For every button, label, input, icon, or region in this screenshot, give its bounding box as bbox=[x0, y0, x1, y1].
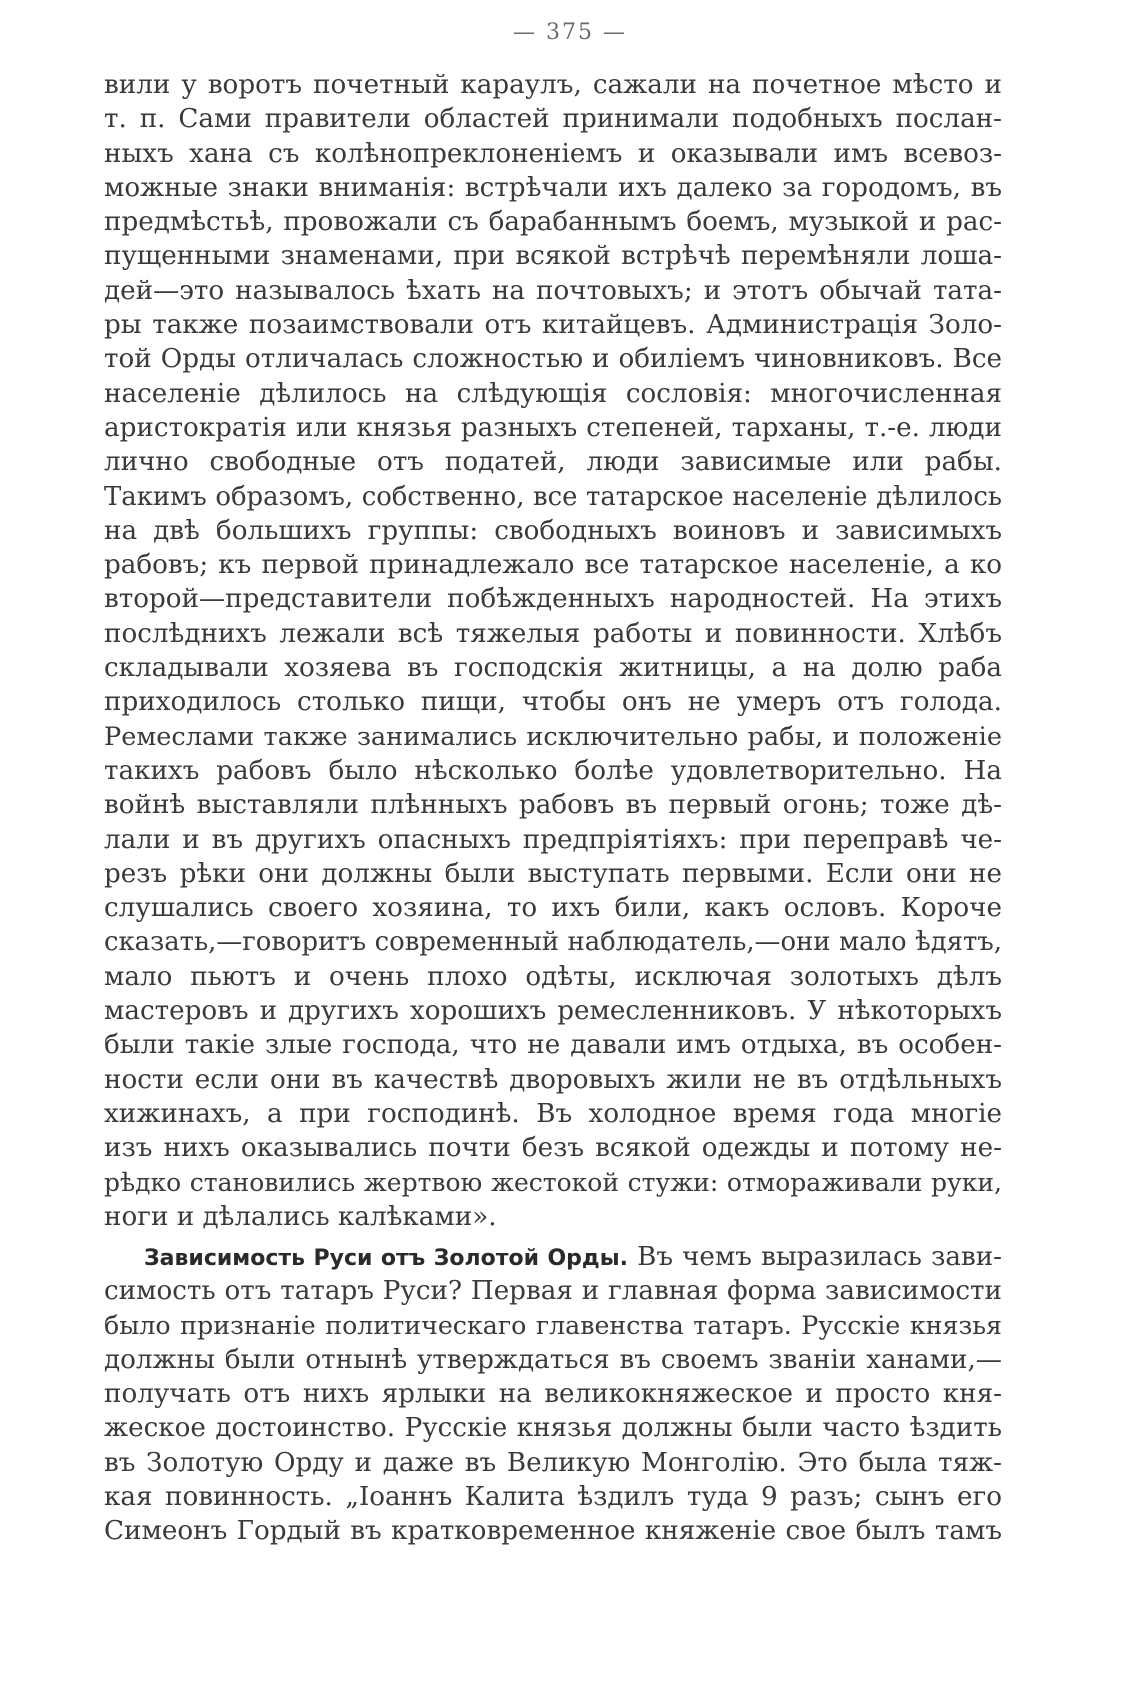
text-line: Ремеслами также занимались исключительно рабы, и положеніе bbox=[104, 721, 1002, 752]
text-line: ры также позаимствовали отъ китайцевъ. Администрація Золо- bbox=[104, 310, 1002, 341]
text-line: были такіе злые господа, что не давали имъ отдыха, въ особен- bbox=[104, 1030, 1002, 1061]
text-line: ноги и дѣлались калѣками». bbox=[104, 1201, 497, 1232]
text-line: т. п. Сами правители областей принимали подобныхъ послан- bbox=[104, 104, 1002, 135]
text-line: второй—представители побѣжденныхъ народностей. На этихъ bbox=[104, 584, 1002, 615]
paragraph-administration bbox=[104, 68, 1002, 1234]
text-line: было признаніе политическаго главенства татаръ. Русскіе князья bbox=[104, 1310, 1002, 1340]
text-line: дей—это называлось ѣхать на почтовыхъ; и этотъ обычай тата- bbox=[104, 275, 1002, 306]
text-line: лали и въ другихъ опасныхъ предпріятіяхъ: при переправѣ че- bbox=[104, 824, 1002, 855]
text-line: рабовъ; къ первой принадлежало все татарское населеніе, а ко bbox=[104, 550, 1002, 581]
text-line: симость отъ татаръ Руси? Первая и главная форма зависимости bbox=[104, 1276, 1002, 1307]
text-line: жеское достоинство. Русскіе князья должны были часто ѣздить bbox=[104, 1413, 1002, 1444]
text-line: вили у воротъ почетный караулъ, сажали на почетное мѣсто и bbox=[104, 70, 1002, 100]
text-line: послѣднихъ лежали всѣ тяжелыя работы и повинности. Хлѣбъ bbox=[104, 618, 1002, 649]
text-line: мастеровъ и другихъ хорошихъ ремесленниковъ. У нѣкоторыхъ bbox=[104, 996, 1002, 1027]
text-line: лично свободные отъ податей, люди зависимые или рабы. bbox=[104, 447, 1002, 478]
text-line: резъ рѣки они должны были выступать первыми. Если они не bbox=[104, 858, 1002, 889]
text-line: Такимъ образомъ, собственно, все татарское населеніе дѣлилось bbox=[104, 481, 1002, 512]
text-line: приходилось столько пищи, чтобы онъ не умеръ отъ голода. bbox=[104, 687, 1002, 718]
text-line: населеніе дѣлилось на слѣдующія сословія: многочисленная bbox=[104, 378, 1002, 409]
text-line: въ Золотую Орду и даже въ Великую Монголію. Это была тяж- bbox=[104, 1447, 1002, 1478]
text-line: кая повинность. „Іоаннъ Калита ѣздилъ туда 9 разъ; сынъ его bbox=[104, 1482, 1002, 1513]
text-line: войнѣ выставляли плѣнныхъ рабовъ въ первый огонь; тоже дѣ- bbox=[104, 790, 1002, 821]
text-line: должны были отнынѣ утверждаться въ своемъ званіи ханами,— bbox=[104, 1344, 1002, 1375]
text-line-with-heading bbox=[104, 1240, 1002, 1274]
text-run: Въ чемъ выразилась зави- bbox=[627, 1242, 1002, 1272]
text-line: изъ нихъ оказывались почти безъ всякой одежды и потому не- bbox=[104, 1133, 1002, 1164]
text-line: той Орды отличалась сложностью и обиліемъ чиновниковъ. Все bbox=[104, 344, 1002, 375]
paragraph-dependence bbox=[104, 1240, 1002, 1549]
text-line: слушались своего хозяина, то ихъ били, какъ ословъ. Короче bbox=[104, 893, 1002, 924]
text-line: ныхъ хана съ колѣнопреклоненіемъ и оказывали имъ всевоз- bbox=[104, 138, 1002, 169]
text-line: рѣдко становились жертвою жестокой стужи: отмораживали руки, bbox=[104, 1167, 1002, 1197]
page-number: — 375 — bbox=[513, 20, 627, 45]
text-line: такихъ рабовъ было нѣсколько болѣе удовлетворительно. На bbox=[104, 755, 1002, 786]
text-line: можные знаки вниманія: встрѣчали ихъ далеко за городомъ, въ bbox=[104, 172, 1002, 203]
text-line: ности если они въ качествѣ дворовыхъ жили не въ отдѣльныхъ bbox=[104, 1064, 1002, 1095]
text-line: аристократія или князья разныхъ степеней, тарханы, т.-е. люди bbox=[104, 412, 1002, 443]
text-line: получать отъ нихъ ярлыки на великокняжеское и просто кня- bbox=[104, 1379, 1002, 1410]
text-line: складывали хозяева въ господскія житницы, а на долю раба bbox=[104, 653, 1002, 684]
text-line: мало пьютъ и очень плохо одѣты, исключая золотыхъ дѣлъ bbox=[104, 961, 1002, 992]
text-line: предмѣстьѣ, провожали съ барабаннымъ боемъ, музыкой и рас- bbox=[104, 207, 1002, 238]
text-line: хижинахъ, а при господинѣ. Въ холодное время года многіе bbox=[104, 1098, 1002, 1129]
text-line: на двѣ большихъ группы: свободныхъ воиновъ и зависимыхъ bbox=[104, 515, 1002, 546]
section-heading: Зависимость Руси отъ Золотой Орды. bbox=[144, 1246, 628, 1271]
text-line: Симеонъ Гордый въ кратковременное княженіе свое былъ тамъ bbox=[104, 1516, 1002, 1547]
text-line: сказать,—говоритъ современный наблюдатель,—они мало ѣдятъ, bbox=[104, 927, 1002, 958]
text-line: пущенными знаменами, при всякой встрѣчѣ перемѣняли лоша- bbox=[104, 241, 1002, 272]
